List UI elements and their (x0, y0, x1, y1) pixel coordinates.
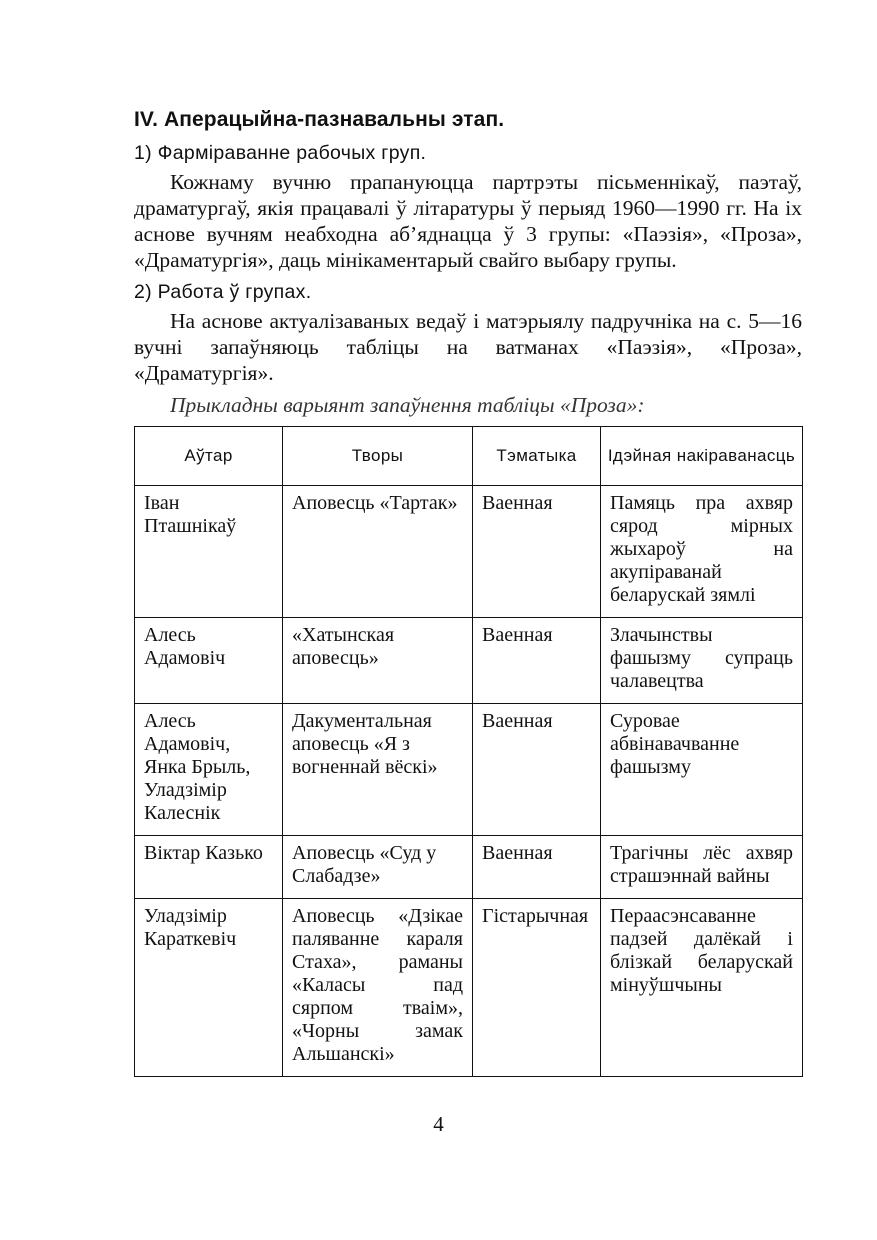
table-row (135, 618, 803, 704)
cell-author: Віктар Казько (135, 836, 283, 899)
table-row (135, 836, 803, 899)
cell-idea: Пераасэнсаванне падзей далёкай і блізкай беларускай мінуўшчыны (601, 899, 803, 1077)
page-number: 4 (433, 1112, 444, 1136)
cell-works: Аповесць «Суд у Слабадзе» (283, 836, 473, 899)
cell-author: Уладзімір Караткевіч (135, 899, 283, 1077)
table-row (135, 899, 803, 1077)
step1-paragraph: Кожнаму вучню прапануюцца партрэты пісьменнікаў, паэтаў, драматургаў, якія працавалі ў літаратуры ў перыяд 1960—1990 гг. На іх аснове вучням неабходна аб’яднацца ў 3 групы: «Паэзія», «Проза», «Драматургія», даць мінікаментарый свайго выбару групы. (134, 170, 802, 272)
step2-paragraph: На аснове актуалізаваных ведаў і матэрыялу падручніка на с. 5—16 вучні запаўняюць табліцы на ватманах «Паэзія», «Проза», «Драматургія». (134, 309, 802, 385)
cell-theme: Ваенная (473, 704, 601, 836)
cell-theme: Гістарычная (473, 899, 601, 1077)
header-author: Аўтар (135, 427, 283, 486)
table-row (135, 486, 803, 618)
header-idea: Ідэйная накіраванасць (601, 427, 803, 486)
table-header-row (135, 427, 803, 486)
table-caption: Прыкладны варыянт запаўнення табліцы «Проза»: (170, 393, 645, 417)
stage-heading: IV. Аперацыйна-пазнавальны этап. (134, 108, 505, 131)
step2-heading: 2) Работа ў групах. (134, 281, 312, 303)
prose-table (134, 426, 803, 1077)
header-theme: Тэматыка (473, 427, 601, 486)
page-content (134, 108, 802, 1077)
cell-works: Дакументальная аповесць «Я з вогненнай вёскі» (283, 704, 473, 836)
table-row (135, 704, 803, 836)
cell-author: Алесь Адамовіч, Янка Брыль, Уладзімір Калеснік (135, 704, 283, 836)
cell-theme: Ваенная (473, 486, 601, 618)
cell-works: Аповесць «Тартак» (283, 486, 473, 618)
cell-idea: Памяць пра ахвяр сярод мірных жыхароў на акупіраванай беларускай зямлі (601, 486, 803, 618)
cell-idea: Злачынствы фашызму супраць чалавецтва (601, 618, 803, 704)
cell-idea: Суровае абвінавачванне фашызму (601, 704, 803, 836)
cell-theme: Ваенная (473, 836, 601, 899)
header-works: Творы (283, 427, 473, 486)
cell-author: Іван Пташнікаў (135, 486, 283, 618)
cell-author: Алесь Адамовіч (135, 618, 283, 704)
cell-works: «Хатынская аповесць» (283, 618, 473, 704)
step1-heading: 1) Фарміраванне рабочых груп. (134, 142, 427, 164)
cell-works: Аповесць «Дзікае паляванне караля Стаха», раманы «Каласы пад сярпом тваім», «Чорны замак Альшанскі» (283, 899, 473, 1077)
cell-idea: Трагічны лёс ахвяр страшэннай вайны (601, 836, 803, 899)
cell-theme: Ваенная (473, 618, 601, 704)
